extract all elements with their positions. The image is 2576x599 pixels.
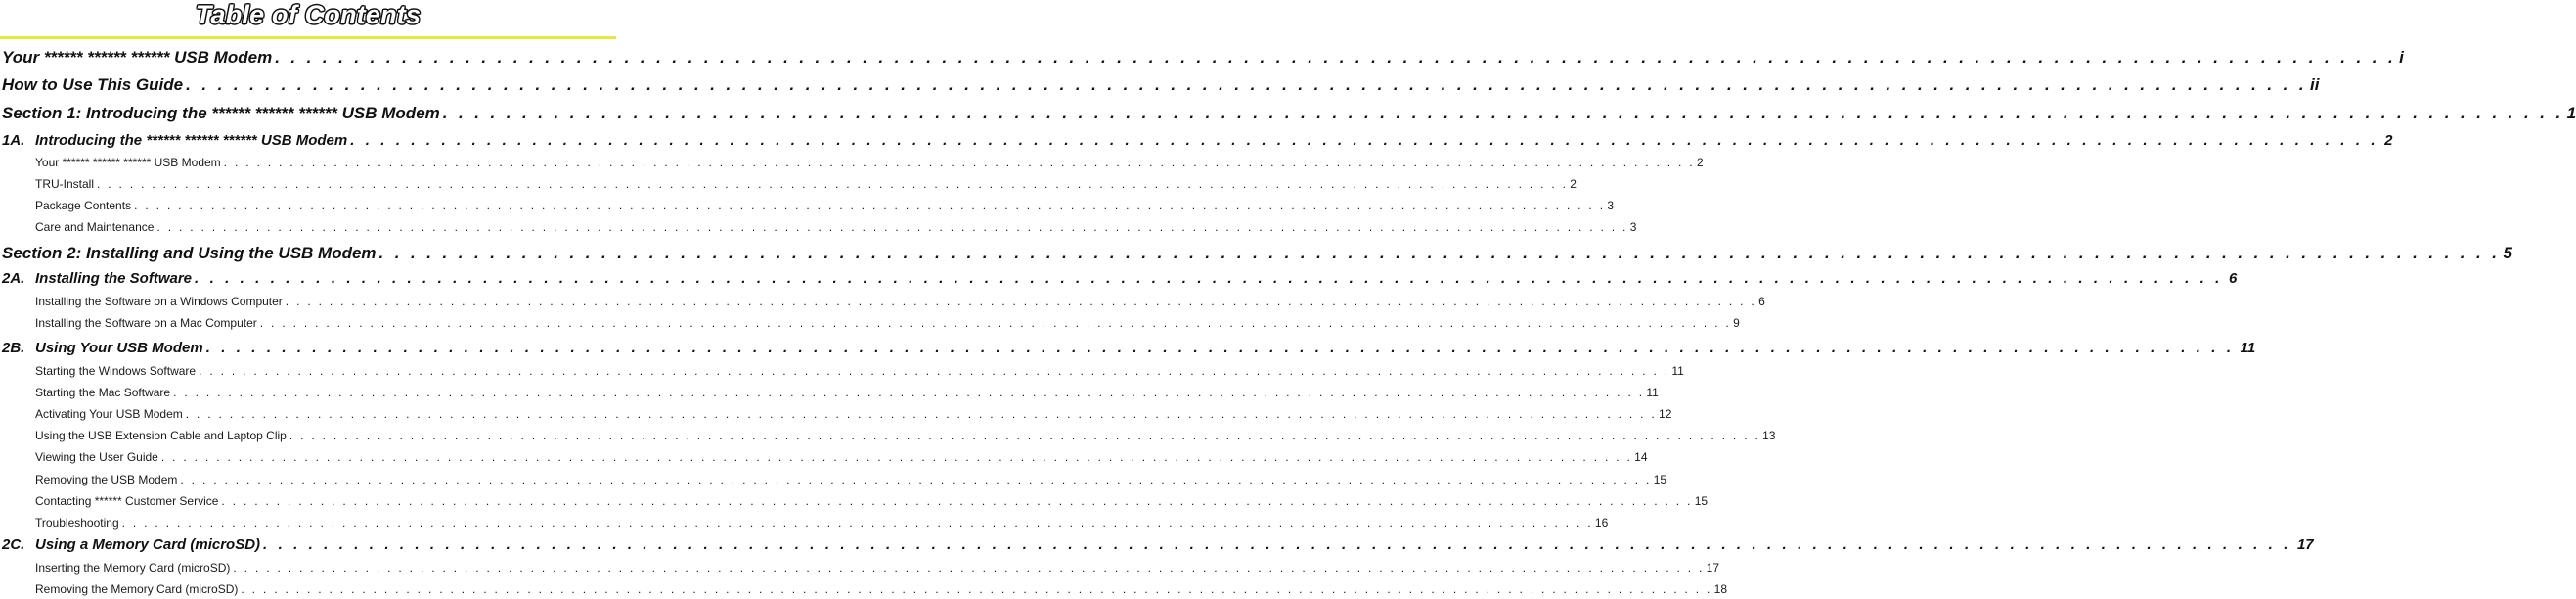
toc-entry-label: Your ****** ****** ****** USB Modem <box>2 48 273 67</box>
toc-chapter-entry[interactable] <box>2 269 2238 289</box>
toc-entry-label: TRU-Install <box>35 177 95 191</box>
toc-entry-label: Your ****** ****** ****** USB Modem <box>35 156 221 169</box>
toc-dot-leader: . . . . . . . . . . . . . . . . . . . . . . . . . . . . . . . . . . . . . . . . . . . . . . . . . . . . . . . . . . . . . . . . . . . . . . . . . . . . . . . . . . . . . . . . . . . . . . . . . . . . . . . . . . . . . . . . . . . . . . . . . . . . . . . . . . . . . . <box>378 244 2501 262</box>
toc-page-number: 1 <box>2566 104 2576 122</box>
toc-dot-leader: . . . . . . . . . . . . . . . . . . . . . . . . . . . . . . . . . . . . . . . . . . . . . . . . . . . . . . . . . . . . . . . . . . . . . . . . . . . . . . . . . . . . . . . . . . . . . . . . . . . . . . . . . . . . . . . . . . . . . . . . . . . . . . . . . . . . . . <box>195 270 2223 287</box>
toc-chapter-entry[interactable] <box>2 131 2393 151</box>
toc-dot-leader: . . . . . . . . . . . . . . . . . . . . . . . . . . . . . . . . . . . . . . . . . . . . . . . . . . . . . . . . . . . . . . . . . . . . . . . . . . . . . . . . . . . . . . . . . . . . . . . . . . . . . . . . . . . . . . . . . . . . . . . . . . . . . . . . . . . . . . <box>199 364 1670 378</box>
toc-entry-label: Viewing the User Guide <box>35 450 158 464</box>
toc-entry-label: Package Contents <box>35 199 132 212</box>
toc-page-number: 18 <box>1713 582 1728 596</box>
toc-page-number: 6 <box>1758 295 1765 308</box>
toc-topic-entry[interactable] <box>35 294 1765 309</box>
toc-entry-label: Starting the Mac Software <box>35 386 171 399</box>
toc-section-entry[interactable] <box>2 47 2404 69</box>
toc-page-number: 17 <box>2296 536 2314 553</box>
toc-dot-leader: . . . . . . . . . . . . . . . . . . . . . . . . . . . . . . . . . . . . . . . . . . . . . . . . . . . . . . . . . . . . . . . . . . . . . . . . . . . . . . . . . . . . . . . . . . . . . . . . . . . . . . . . . . . . . . . . . . . . . . . . . . . . . . . . . . . . . . <box>285 295 1757 308</box>
toc-dot-leader: . . . . . . . . . . . . . . . . . . . . . . . . . . . . . . . . . . . . . . . . . . . . . . . . . . . . . . . . . . . . . . . . . . . . . . . . . . . . . . . . . . . . . . . . . . . . . . . . . . . . . . . . . . . . . . . . . . . . . . . . . . . . . . . . . . . . . . <box>121 516 1593 530</box>
toc-entry-label: Using Your USB Modem <box>35 340 203 356</box>
toc-topic-entry[interactable] <box>35 198 1615 213</box>
toc-entry-label: Using the USB Extension Cable and Laptop Clip <box>35 429 287 442</box>
toc-topic-entry[interactable] <box>35 406 1672 422</box>
toc-section-entry[interactable] <box>2 74 2320 96</box>
toc-entry-number: 2B. <box>2 340 25 356</box>
toc-chapter-entry[interactable] <box>2 339 2256 358</box>
toc-dot-leader: . . . . . . . . . . . . . . . . . . . . . . . . . . . . . . . . . . . . . . . . . . . . . . . . . . . . . . . . . . . . . . . . . . . . . . . . . . . . . . . . . . . . . . . . . . . . . . . . . . . . . . . . . . . . . . . . . . . . . . . . . . . . . . . . . . . . . . <box>205 340 2235 356</box>
toc-dot-leader: . . . . . . . . . . . . . . . . . . . . . . . . . . . . . . . . . . . . . . . . . . . . . . . . . . . . . . . . . . . . . . . . . . . . . . . . . . . . . . . . . . . . . . . . . . . . . . . . . . . . . . . . . . . . . . . . . . . . . . . . . . . . . . . . . . . . . . <box>186 75 2308 94</box>
toc-page-number: 3 <box>1607 199 1615 212</box>
toc-dot-leader: . . . . . . . . . . . . . . . . . . . . . . . . . . . . . . . . . . . . . . . . . . . . . . . . . . . . . . . . . . . . . . . . . . . . . . . . . . . . . . . . . . . . . . . . . . . . . . . . . . . . . . . . . . . . . . . . . . . . . . . . . . . . . . . . . . . . . . <box>259 316 1732 330</box>
toc-entry-label: Using a Memory Card (microSD) <box>35 536 261 553</box>
toc-dot-leader: . . . . . . . . . . . . . . . . . . . . . . . . . . . . . . . . . . . . . . . . . . . . . . . . . . . . . . . . . . . . . . . . . . . . . . . . . . . . . . . . . . . . . . . . . . . . . . . . . . . . . . . . . . . . . . . . . . . . . . . . . . . . . . . . . . . . . . <box>263 536 2291 553</box>
toc-topic-entry[interactable] <box>35 428 1776 443</box>
toc-page-number: ii <box>2310 75 2320 94</box>
toc-topic-entry[interactable] <box>35 472 1667 487</box>
toc-page-number: 12 <box>1659 407 1672 421</box>
toc-entry-label: Removing the Memory Card (microSD) <box>35 582 239 596</box>
toc-entry-label: Installing the Software on a Mac Computer <box>35 316 257 330</box>
toc-page-number: 9 <box>1733 316 1740 330</box>
toc-dot-leader: . . . . . . . . . . . . . . . . . . . . . . . . . . . . . . . . . . . . . . . . . . . . . . . . . . . . . . . . . . . . . . . . . . . . . . . . . . . . . . . . . . . . . . . . . . . . . . . . . . . . . . . . . . . . . . . . . . . . . . . . . . . . . . . . . . . . . . <box>173 386 1645 399</box>
toc-topic-entry[interactable] <box>35 493 1709 509</box>
toc-entry-label: How to Use This Guide <box>2 75 184 94</box>
toc-entry-label: Removing the USB Modem <box>35 473 178 486</box>
toc-dot-leader: . . . . . . . . . . . . . . . . . . . . . . . . . . . . . . . . . . . . . . . . . . . . . . . . . . . . . . . . . . . . . . . . . . . . . . . . . . . . . . . . . . . . . . . . . . . . . . . . . . . . . . . . . . . . . . . . . . . . . . . . . . . . . . . . . . . . . . <box>180 473 1652 486</box>
toc-dot-leader: . . . . . . . . . . . . . . . . . . . . . . . . . . . . . . . . . . . . . . . . . . . . . . . . . . . . . . . . . . . . . . . . . . . . . . . . . . . . . . . . . . . . . . . . . . . . . . . . . . . . . . . . . . . . . . . . . . . . . . . . . . . . . . . . . . . . . . <box>160 450 1633 464</box>
toc-section-entry[interactable] <box>2 103 2576 124</box>
toc-topic-entry[interactable] <box>35 560 1720 576</box>
toc-page-number: 11 <box>1646 386 1659 399</box>
toc-topic-entry[interactable] <box>35 385 1659 400</box>
toc-entry-number: 2C. <box>2 536 25 553</box>
toc-section-entry[interactable] <box>2 243 2512 264</box>
toc-page-number: 11 <box>2240 340 2256 356</box>
toc-entry-number: 2A. <box>2 270 25 287</box>
toc-topic-entry[interactable] <box>35 581 1728 597</box>
toc-page-number: 13 <box>1762 429 1776 442</box>
toc-page-number: 5 <box>2503 244 2512 262</box>
toc-dot-leader: . . . . . . . . . . . . . . . . . . . . . . . . . . . . . . . . . . . . . . . . . . . . . . . . . . . . . . . . . . . . . . . . . . . . . . . . . . . . . . . . . . . . . . . . . . . . . . . . . . . . . . . . . . . . . . . . . . . . . . . . . . . . . . . . . . . . . . <box>185 407 1658 421</box>
toc-dot-leader: . . . . . . . . . . . . . . . . . . . . . . . . . . . . . . . . . . . . . . . . . . . . . . . . . . . . . . . . . . . . . . . . . . . . . . . . . . . . . . . . . . . . . . . . . . . . . . . . . . . . . . . . . . . . . . . . . . . . . . . . . . . . . . . . . . . . . . <box>241 582 1712 596</box>
toc-dot-leader: . . . . . . . . . . . . . . . . . . . . . . . . . . . . . . . . . . . . . . . . . . . . . . . . . . . . . . . . . . . . . . . . . . . . . . . . . . . . . . . . . . . . . . . . . . . . . . . . . . . . . . . . . . . . . . . . . . . . . . . . . . . . . . . . . . . . . . <box>442 104 2564 122</box>
toc-page-number: 15 <box>1653 473 1667 486</box>
toc-topic-entry[interactable] <box>35 155 1704 170</box>
toc-page-number: 6 <box>2228 270 2238 287</box>
toc-topic-entry[interactable] <box>35 315 1740 331</box>
toc-topic-entry[interactable] <box>35 176 1577 192</box>
toc-page-number: 2 <box>1570 177 1577 191</box>
toc-page-number: 11 <box>1671 364 1684 378</box>
toc-dot-leader: . . . . . . . . . . . . . . . . . . . . . . . . . . . . . . . . . . . . . . . . . . . . . . . . . . . . . . . . . . . . . . . . . . . . . . . . . . . . . . . . . . . . . . . . . . . . . . . . . . . . . . . . . . . . . . . . . . . . . . . . . . . . . . . . . . . . . . <box>289 429 1761 442</box>
toc-page-number: 2 <box>2384 132 2393 149</box>
toc-dot-leader: . . . . . . . . . . . . . . . . . . . . . . . . . . . . . . . . . . . . . . . . . . . . . . . . . . . . . . . . . . . . . . . . . . . . . . . . . . . . . . . . . . . . . . . . . . . . . . . . . . . . . . . . . . . . . . . . . . . . . . . . . . . . . . . . . . . . . . <box>350 132 2379 149</box>
toc-entry-label: Installing the Software <box>35 270 193 287</box>
toc-page-number: 16 <box>1594 516 1609 530</box>
toc-entry-label: Activating Your USB Modem <box>35 407 183 421</box>
toc-entry-label: Section 1: Introducing the ****** ****** ****** USB Modem <box>2 104 440 122</box>
toc-dot-leader: . . . . . . . . . . . . . . . . . . . . . . . . . . . . . . . . . . . . . . . . . . . . . . . . . . . . . . . . . . . . . . . . . . . . . . . . . . . . . . . . . . . . . . . . . . . . . . . . . . . . . . . . . . . . . . . . . . . . . . . . . . . . . . . . . . . . . . <box>97 177 1569 191</box>
toc-entry-label: Introducing the ****** ****** ****** USB Modem <box>35 132 348 149</box>
toc-dot-leader: . . . . . . . . . . . . . . . . . . . . . . . . . . . . . . . . . . . . . . . . . . . . . . . . . . . . . . . . . . . . . . . . . . . . . . . . . . . . . . . . . . . . . . . . . . . . . . . . . . . . . . . . . . . . . . . . . . . . . . . . . . . . . . . . . . . . . . <box>223 156 1695 169</box>
toc-entry-label: Inserting the Memory Card (microSD) <box>35 561 231 575</box>
toc-page-number: 2 <box>1696 156 1704 169</box>
toc-dot-leader: . . . . . . . . . . . . . . . . . . . . . . . . . . . . . . . . . . . . . . . . . . . . . . . . . . . . . . . . . . . . . . . . . . . . . . . . . . . . . . . . . . . . . . . . . . . . . . . . . . . . . . . . . . . . . . . . . . . . . . . . . . . . . . . . . . . . . . <box>275 48 2397 67</box>
toc-entry-label: Contacting ****** Customer Service <box>35 494 219 508</box>
toc-page-number: 17 <box>1706 561 1720 575</box>
toc-page-number: 14 <box>1634 450 1648 464</box>
toc-entry-number: 1A. <box>2 132 25 149</box>
title-divider <box>0 36 616 39</box>
toc-entry-label: Troubleshooting <box>35 516 119 530</box>
toc-entry-label: Installing the Software on a Windows Computer <box>35 295 283 308</box>
toc-entry-label: Starting the Windows Software <box>35 364 197 378</box>
toc-dot-leader: . . . . . . . . . . . . . . . . . . . . . . . . . . . . . . . . . . . . . . . . . . . . . . . . . . . . . . . . . . . . . . . . . . . . . . . . . . . . . . . . . . . . . . . . . . . . . . . . . . . . . . . . . . . . . . . . . . . . . . . . . . . . . . . . . . . . . . <box>134 199 1606 212</box>
toc-page-number: i <box>2399 48 2404 67</box>
toc-topic-entry[interactable] <box>35 363 1684 379</box>
toc-topic-entry[interactable] <box>35 219 1637 235</box>
toc-dot-leader: . . . . . . . . . . . . . . . . . . . . . . . . . . . . . . . . . . . . . . . . . . . . . . . . . . . . . . . . . . . . . . . . . . . . . . . . . . . . . . . . . . . . . . . . . . . . . . . . . . . . . . . . . . . . . . . . . . . . . . . . . . . . . . . . . . . . . . <box>233 561 1705 575</box>
toc-dot-leader: . . . . . . . . . . . . . . . . . . . . . . . . . . . . . . . . . . . . . . . . . . . . . . . . . . . . . . . . . . . . . . . . . . . . . . . . . . . . . . . . . . . . . . . . . . . . . . . . . . . . . . . . . . . . . . . . . . . . . . . . . . . . . . . . . . . . . . <box>221 494 1693 508</box>
toc-topic-entry[interactable] <box>35 515 1609 530</box>
toc-entry-label: Section 2: Installing and Using the USB Modem <box>2 244 377 262</box>
toc-chapter-entry[interactable] <box>2 535 2314 555</box>
toc-dot-leader: . . . . . . . . . . . . . . . . . . . . . . . . . . . . . . . . . . . . . . . . . . . . . . . . . . . . . . . . . . . . . . . . . . . . . . . . . . . . . . . . . . . . . . . . . . . . . . . . . . . . . . . . . . . . . . . . . . . . . . . . . . . . . . . . . . . . . . <box>156 220 1628 234</box>
toc-entry-label: Care and Maintenance <box>35 220 155 234</box>
toc-page-number: 3 <box>1629 220 1637 234</box>
toc-topic-entry[interactable] <box>35 449 1648 465</box>
toc-page-number: 15 <box>1694 494 1709 508</box>
page-title: Table of Contents <box>195 0 422 29</box>
